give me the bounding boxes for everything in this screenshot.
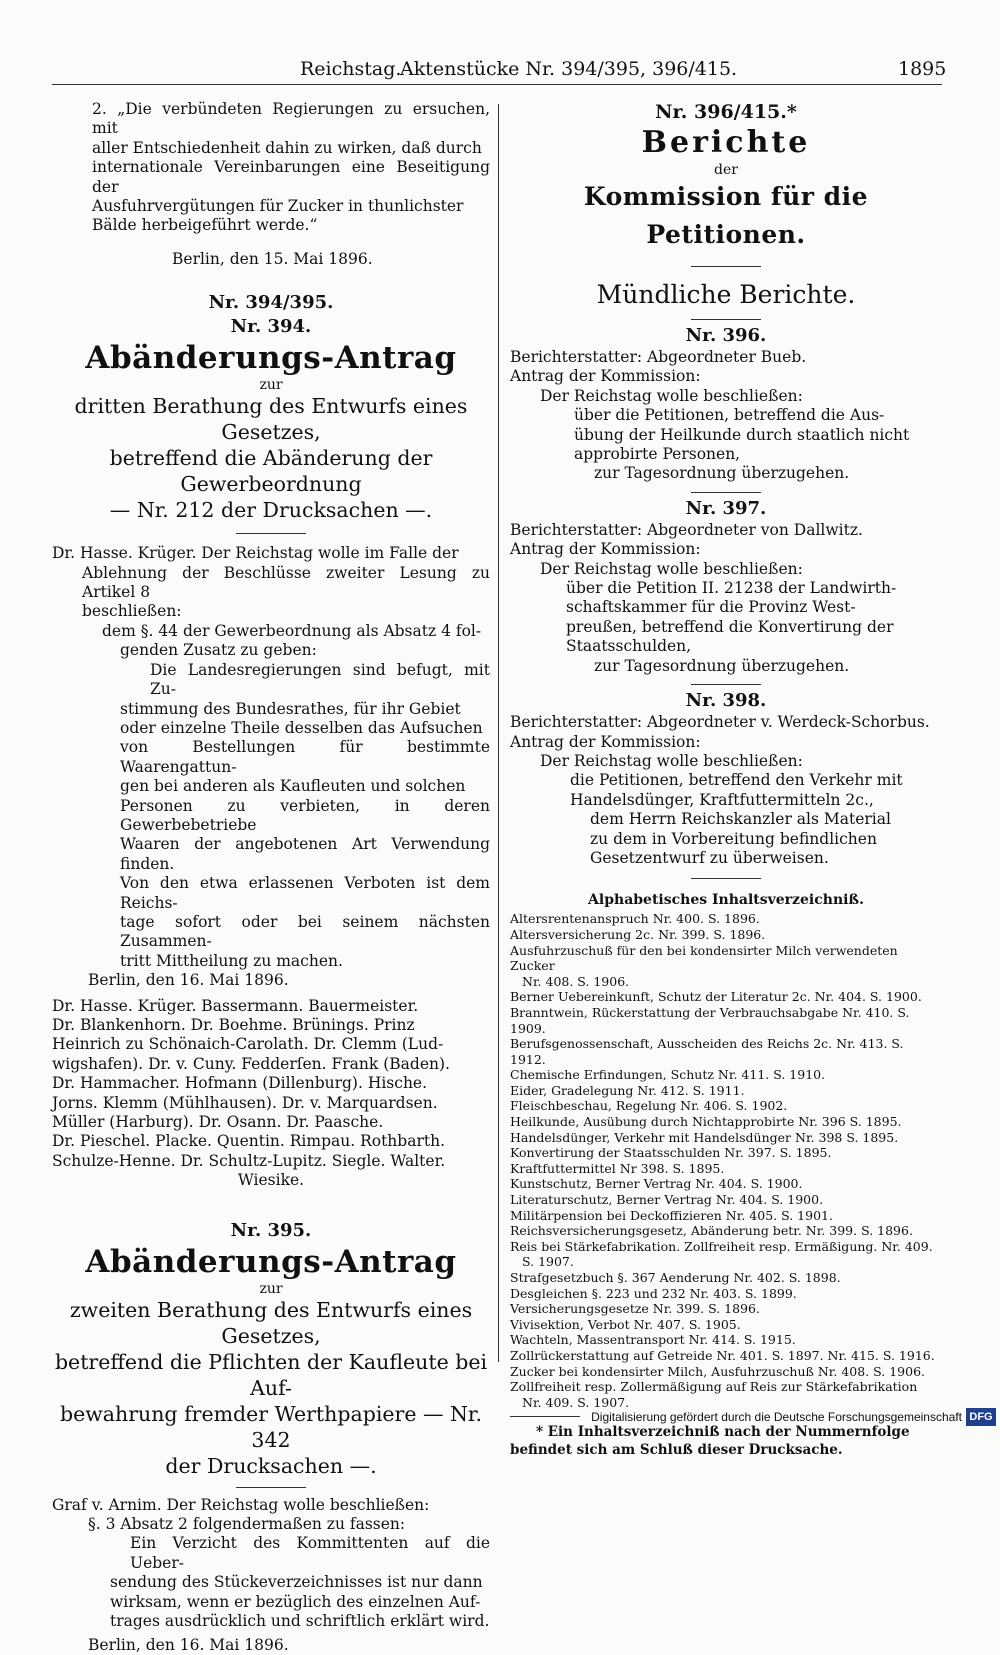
line: Dr. Hasse. Krüger. Der Reichstag wolle im Falle der (52, 544, 459, 563)
line: Der Reichstag wolle beschließen: (540, 559, 803, 578)
list-item: Reis bei Stärkefabrikation. Zollfreiheit resp. Ermäßigung. Nr. 409. (510, 1238, 933, 1254)
header-rule (52, 84, 942, 85)
line: aller Entschiedenheit dahin zu wirken, daß durch (92, 138, 482, 157)
line: übung der Heilkunde durch staatlich nicht (574, 425, 910, 444)
index-title: Alphabetisches Inhaltsverzeichniß. (588, 892, 864, 909)
line: dem Herrn Reichskanzler als Material (590, 810, 891, 829)
title-berichte: Berichte (641, 125, 811, 160)
line: befindet sich am Schluß dieser Drucksache. (510, 1442, 843, 1459)
title-kommission: Kommission für die Petitionen. (583, 182, 869, 249)
column-divider (498, 104, 499, 1362)
footer (0, 1390, 1000, 1434)
section-rule (691, 684, 761, 685)
line: Dr. Blankenhorn. Dr. Boehme. Brünings. Prinz (52, 1016, 415, 1034)
line: 2. „Die verbündeten Regierungen zu ersuchen, mit (92, 100, 490, 138)
motion-395-b: §. 3 Absatz 2 folgendermaßen zu fassen: (88, 1515, 406, 1534)
line: der Drucksachen —. (165, 1453, 377, 1478)
line: preußen, betreffend die Konvertirung der (566, 617, 894, 636)
list-item: Versicherungsgesetze Nr. 399. S. 1896. (510, 1301, 760, 1317)
date-3: Berlin, den 16. Mai 1896. (88, 1635, 289, 1654)
line: zweiten Berathung des Entwurfs eines Gesetzes, (69, 1297, 473, 1348)
line: tritt Mittheilung zu machen. (120, 951, 343, 970)
der-label: der (714, 162, 738, 178)
line: zur Tagesordnung überzugehen. (594, 656, 850, 675)
list-item: Eider, Gradelegung Nr. 412. S. 1911. (510, 1082, 745, 1098)
section-rule (691, 492, 761, 493)
list-item: Altersrentenanspruch Nr. 400. S. 1896. (510, 911, 760, 927)
list-item: Zollfreiheit resp. Zollermäßigung auf Reis zur Stärkefabrikation (510, 1379, 918, 1395)
line: Personen zu verbieten, in deren Gewerbebetriebe (120, 796, 490, 834)
heading-nr-398: Nr. 398. (685, 690, 767, 712)
right-column (510, 100, 942, 1459)
line: beschließen: (82, 602, 182, 621)
list-item: Nr. 408. S. 1906. (522, 973, 630, 989)
line: Ausfuhrvergütungen für Zucker in thunlichster (92, 197, 464, 216)
list-item: Literaturschutz, Berner Vertrag Nr. 404. S. 1900. (510, 1192, 824, 1208)
list-item: Vivisektion, Verbot Nr. 407. S. 1905. (510, 1316, 741, 1332)
line: wirksam, wenn er bezüglich des einzelnen Auf- (110, 1592, 481, 1611)
line: dem §. 44 der Gewerbeordnung als Absatz 4 fol- (102, 621, 482, 640)
heading-nr-396-415: Nr. 396/415.* (655, 101, 797, 123)
list-item: Zucker bei kondensirter Milch, Ausfuhrzuschuß Nr. 408. S. 1906. (510, 1363, 925, 1379)
line: stimmung des Bundesrathes, für ihr Gebiet (120, 699, 461, 718)
line: internationale Vereinbarungen eine Beseitigung der (92, 158, 490, 196)
line: Bälde herbeigeführt werde.“ (92, 216, 318, 235)
page-number: 1895 (898, 58, 947, 80)
line: Heinrich zu Schönaich-Carolath. Dr. Clemm (Lud- (52, 1035, 444, 1054)
running-head-left: Reichstag. (300, 58, 402, 80)
list-item: Zollrückerstattung auf Getreide Nr. 401. S. 1897. Nr. 415. S. 1916. (510, 1347, 935, 1363)
motion-394-text (52, 661, 490, 972)
list-item: Nr. 409. S. 1907. (522, 1394, 630, 1410)
date-1: Berlin, den 15. Mai 1896. (172, 249, 373, 268)
list-item: Handelsdünger, Verkehr mit Handelsdünger Nr. 398 S. 1895. (510, 1129, 899, 1145)
date-2: Berlin, den 16. Mai 1896. (88, 971, 289, 990)
list-item: Strafgesetzbuch §. 367 Aenderung Nr. 402. S. 1898. (510, 1270, 841, 1285)
heading-nr-397: Nr. 397. (685, 497, 767, 519)
list-item: Berufsgenossenschaft, Ausscheiden des Reichs 2c. Nr. 413. S. 1912. (510, 1036, 904, 1067)
report-398 (510, 713, 942, 868)
line: Berichterstatter: Abgeordneter v. Werdeck-Schorbus. (510, 713, 930, 732)
motion-394 (52, 544, 490, 622)
zur-395: zur (259, 1280, 283, 1297)
line: Ein Verzicht des Kommittenten auf die Ueber- (130, 1534, 490, 1572)
title-395: Abänderungs-Antrag (85, 1243, 457, 1280)
line: Von den etwa erlassenen Verboten ist dem Reichs- (120, 874, 490, 912)
section-rule (236, 533, 306, 534)
line: von Bestellungen für bestimmte Waarengattun- (120, 738, 490, 776)
list-item: Militärpension bei Deckoffizieren Nr. 405. S. 1901. (510, 1207, 833, 1223)
line: betreffend die Abänderung der Gewerbeordnung (109, 446, 433, 497)
list-item: Kunstschutz, Berner Vertrag Nr. 404. S. 1900. (510, 1176, 803, 1192)
line: schaftskammer für die Provinz West- (566, 598, 856, 617)
dfg-logo: DFG (966, 1408, 996, 1426)
line: Waaren der angebotenen Art Verwendung finden. (120, 835, 490, 873)
title-muendlich: Mündliche Berichte. (596, 280, 856, 309)
line: Berichterstatter: Abgeordneter Bueb. (510, 348, 807, 366)
line: Dr. Hasse. Krüger. Bassermann. Bauermeister. (52, 996, 419, 1015)
section-rule (691, 266, 761, 267)
section-rule (236, 1487, 306, 1488)
list-item: Kraftfuttermittel Nr 398. S. 1895. (510, 1160, 725, 1176)
list-item: Desgleichen §. 223 und 232 Nr. 403. S. 1899. (510, 1285, 797, 1301)
para-2 (52, 100, 490, 236)
line: approbirte Personen, (574, 445, 741, 464)
line: Berichterstatter: Abgeordneter von Dallwitz. (510, 520, 863, 539)
line: gen bei anderen als Kaufleuten und solchen (120, 777, 466, 796)
line: Jorns. Klemm (Mühlhausen). Dr. v. Marquardsen. (52, 1093, 438, 1112)
motion-394-b (52, 622, 490, 661)
line: zur Tagesordnung überzugehen. (594, 464, 850, 483)
list-item: Chemische Erfindungen, Schutz Nr. 411. S. 1910. (510, 1067, 826, 1083)
heading-nr-396: Nr. 396. (685, 325, 767, 346)
list-item: Heilkunde, Ausübung durch Nichtapprobirte Nr. 396 S. 1895. (510, 1114, 902, 1130)
running-head-title: Aktenstücke Nr. 394/395, 396/415. (400, 58, 738, 80)
line: Handelsdünger, Kraftfuttermitteln 2c., (570, 790, 874, 809)
line: * Ein Inhaltsverzeichniß nach der Nummernfolge (536, 1424, 910, 1441)
line: oder einzelne Theile desselben das Aufsuchen (120, 718, 483, 737)
line: Wiesike. (237, 1171, 305, 1190)
report-397 (510, 521, 942, 676)
subtitle-395 (52, 1297, 490, 1479)
line: Antrag der Kommission: (510, 367, 701, 386)
line: Dr. Pieschel. Placke. Quentin. Rimpau. Rothbarth. (52, 1132, 445, 1151)
line: trages ausdrücklich und schriftlich erklärt wird. (110, 1612, 490, 1631)
section-rule (691, 319, 761, 320)
line: Antrag der Kommission: (510, 732, 701, 751)
line: Der Reichstag wolle beschließen: (540, 751, 803, 770)
line: Ablehnung der Beschlüsse zweiter Lesung zu Artikel 8 (82, 563, 490, 602)
line: Gesetzentwurf zu überweisen. (590, 848, 829, 867)
heading-nr-394-395: Nr. 394/395. (208, 292, 334, 314)
section-rule (691, 878, 761, 879)
line: über die Petition II. 21238 der Landwirth- (566, 579, 897, 598)
list-item: Wachteln, Massentransport Nr. 414. S. 1915. (510, 1332, 796, 1348)
signers (52, 997, 490, 1191)
line: Schulze-Henne. Dr. Schultz-Lupitz. Siegle. Walter. (52, 1151, 446, 1170)
line: tage sofort oder bei seinem nächsten Zusammen- (120, 912, 490, 951)
line: über die Petitionen, betreffend die Aus- (574, 406, 885, 425)
list-item: Fleischbeschau, Regelung Nr. 406. S. 1902. (510, 1098, 788, 1114)
index-list (510, 911, 942, 1410)
report-396 (510, 348, 942, 484)
list-item: Branntwein, Rückerstattung der Verbrauchsabgabe Nr. 410. S. 1909. (510, 1004, 910, 1036)
motion-395: Graf v. Arnim. Der Reichstag wolle beschließen: (52, 1495, 430, 1514)
line: genden Zusatz zu geben: (120, 641, 317, 660)
subtitle-394 (52, 393, 490, 523)
heading-nr-394: Nr. 394. (230, 316, 312, 338)
line: Der Reichstag wolle beschließen: (540, 386, 803, 405)
title-394: Abänderungs-Antrag (85, 340, 457, 377)
dfg-credit: Digitalisierung gefördert durch die Deutsche Forschungsgemeinschaft (591, 1410, 962, 1424)
zur-394: zur (259, 377, 283, 394)
line: dritten Berathung des Entwurfs eines Gesetzes, (74, 394, 468, 445)
list-item: Berner Uebereinkunft, Schutz der Literatur 2c. Nr. 404. S. 1900. (510, 989, 922, 1005)
line: betreffend die Pflichten der Kaufleute bei Auf- (54, 1349, 488, 1400)
line: Dr. Hammacher. Hofmann (Dillenburg). Hische. (52, 1074, 428, 1093)
line: Staatsschulden, (566, 637, 692, 656)
line: Antrag der Kommission: (510, 540, 701, 559)
line: — Nr. 212 der Drucksachen —. (109, 498, 433, 523)
list-item: Ausfuhrzuschuß für den bei kondensirter Milch verwendeten Zucker (510, 942, 898, 974)
list-item: Altersversicherung 2c. Nr. 399. S. 1896. (510, 926, 766, 942)
line: wigshafen). Dr. v. Cuny. Fedderſen. Frank (Baden). (52, 1054, 450, 1073)
line: bewahrung fremder Werthpapiere — Nr. 342 (60, 1401, 482, 1452)
motion-395-text (52, 1534, 490, 1631)
line: Die Landesregierungen sind befugt, mit Zu- (150, 660, 490, 699)
line: Müller (Harburg). Dr. Osann. Dr. Paasche. (52, 1113, 384, 1132)
line: sendung des Stückeverzeichnisses ist nur dann (110, 1573, 483, 1592)
heading-nr-395: Nr. 395. (230, 1219, 312, 1241)
list-item: S. 1907. (522, 1254, 574, 1270)
list-item: Reichsversicherungsgesetz, Abänderung betr. Nr. 399. S. 1896. (510, 1223, 913, 1239)
list-item: Konvertirung der Staatsschulden Nr. 397. S. 1895. (510, 1145, 832, 1161)
line: zu dem in Vorbereitung befindlichen (590, 829, 877, 848)
line: die Petitionen, betreffend den Verkehr mit (570, 771, 903, 790)
